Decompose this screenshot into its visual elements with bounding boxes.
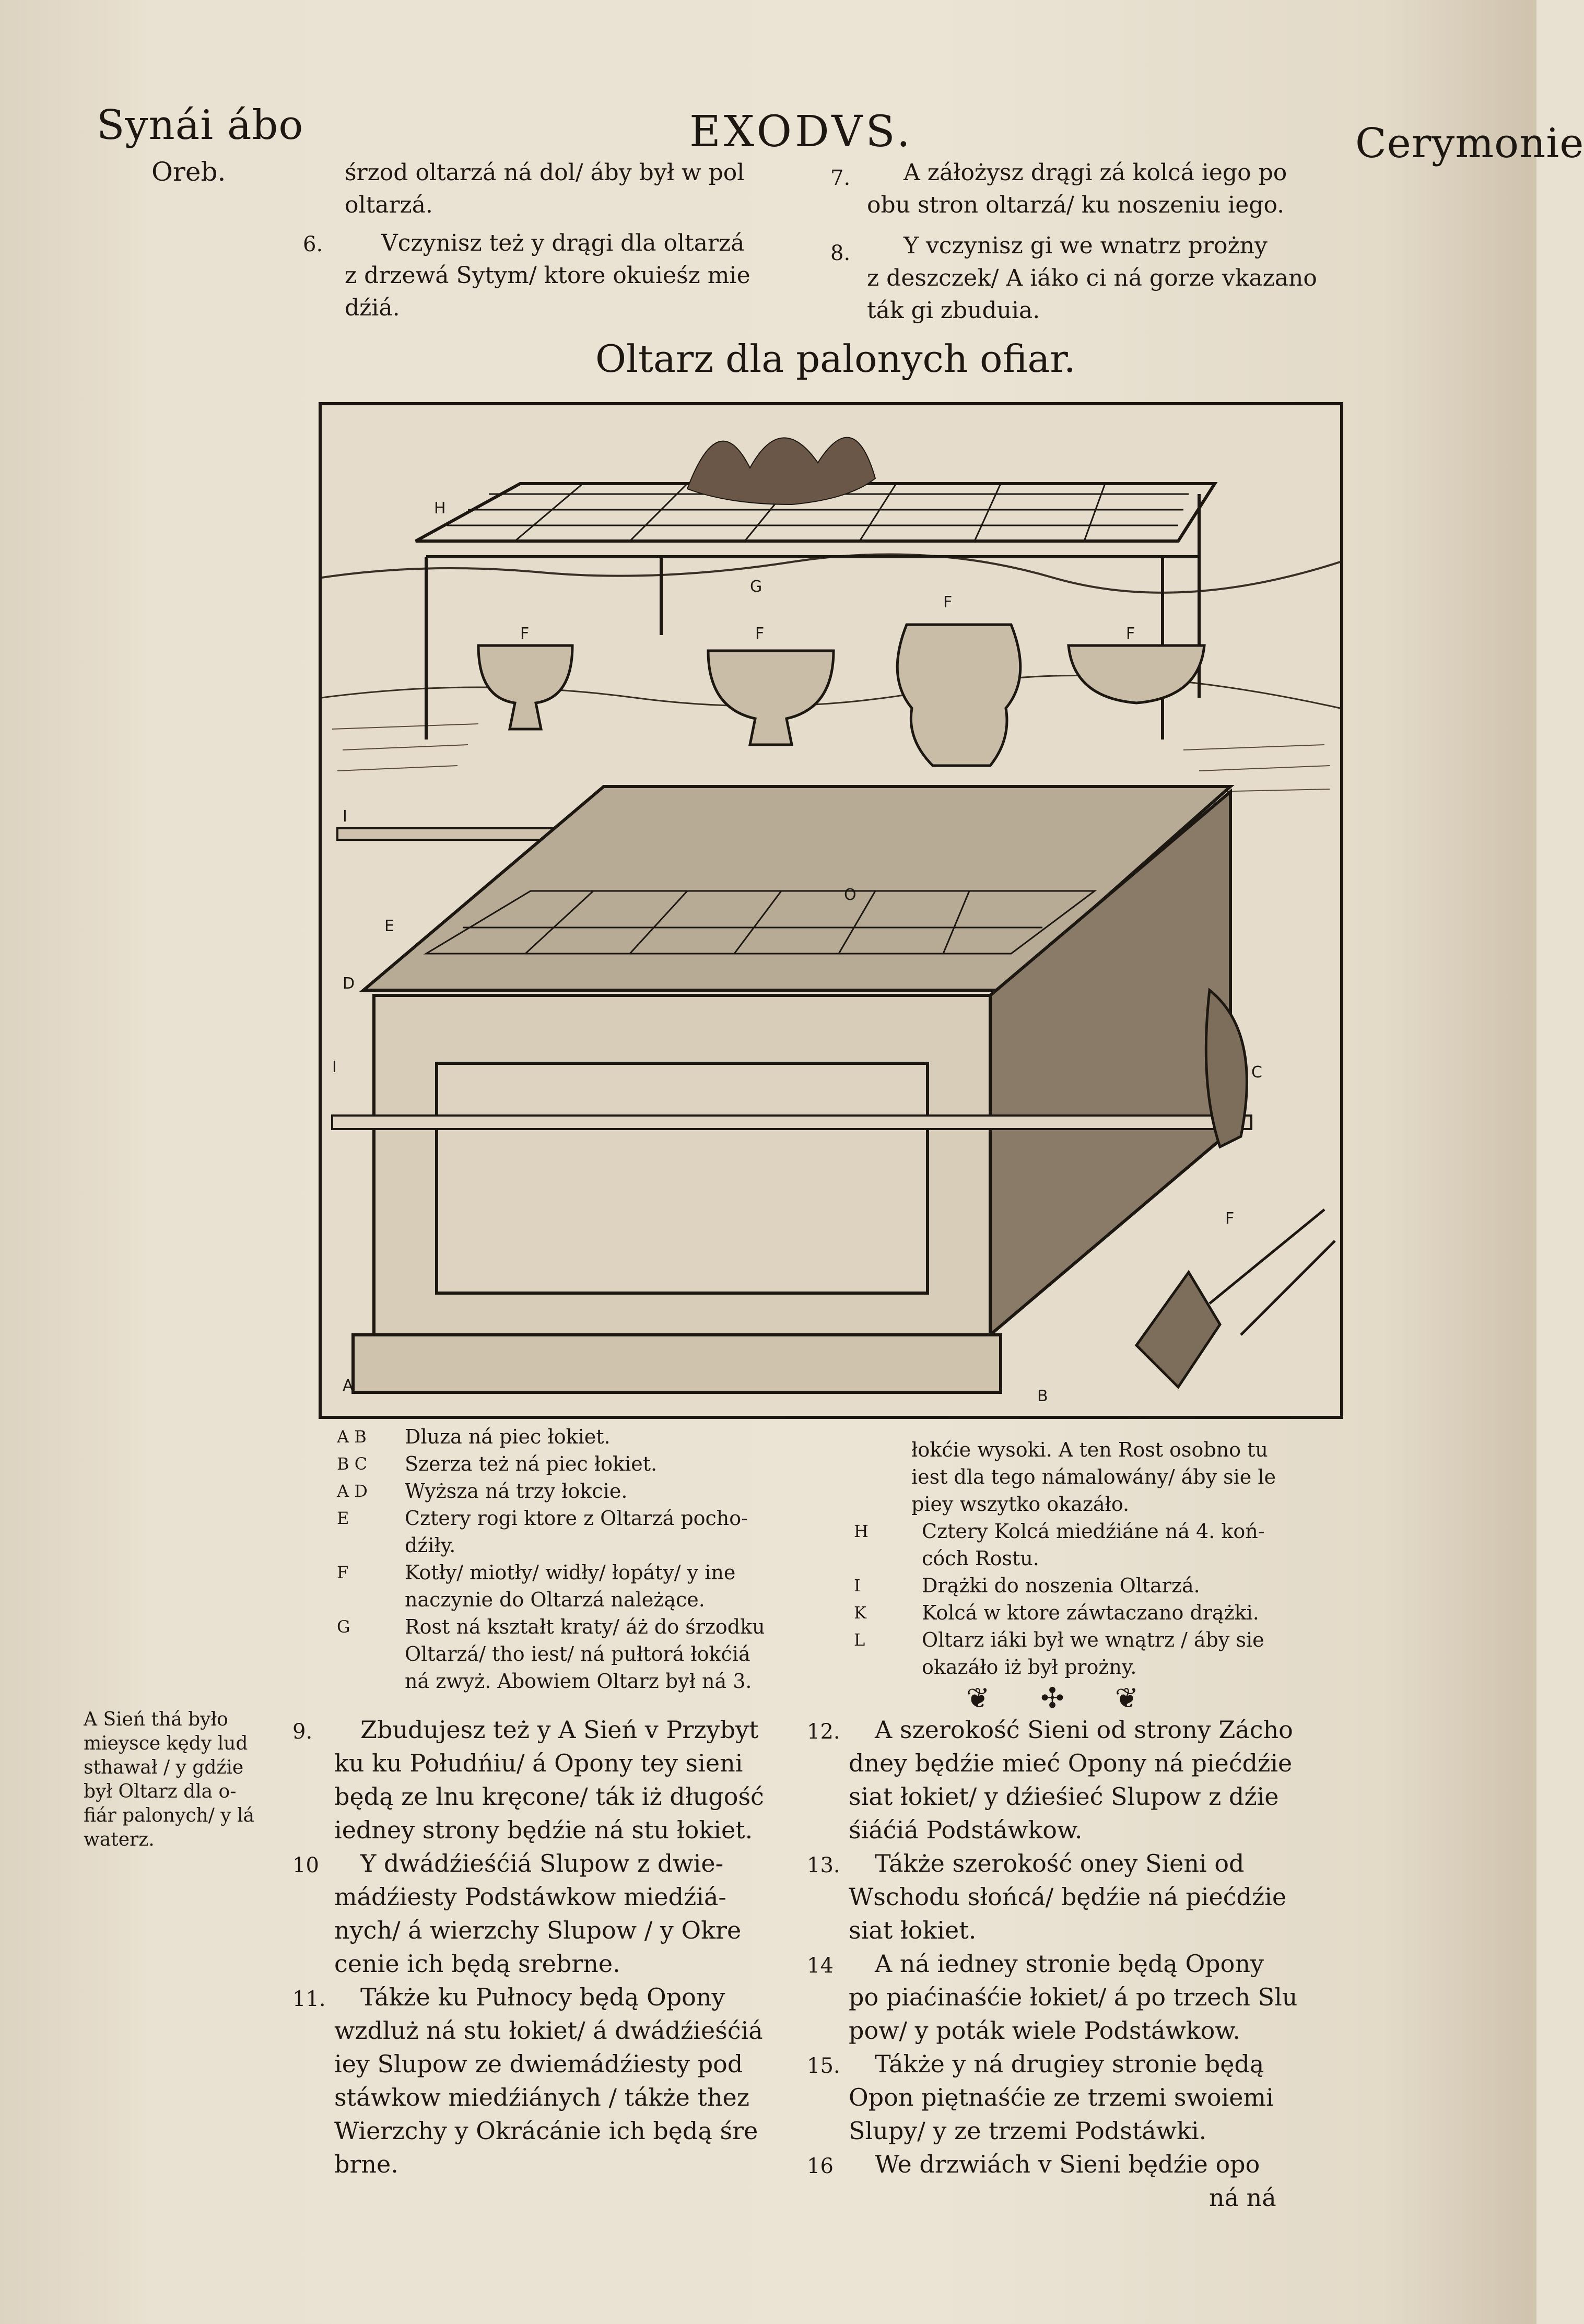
text-line: cenie ich będą srebrne. <box>334 1950 620 1978</box>
running-head-left: Synái ábo <box>97 102 304 149</box>
text-line: A záłożysz drągi zá kolcá iego po <box>904 159 1287 186</box>
legend-line: Cztery Kolcá miedźiáne ná 4. koń- <box>922 1520 1265 1543</box>
text-line: Wschodu słońcá/ będźie ná piećdźie <box>849 1883 1287 1911</box>
text-line: ták gi zbuduia. <box>867 297 1040 324</box>
figure-label: I <box>332 1058 337 1076</box>
text-line: siat łokiet/ y dźieśieć Slupow z dźie <box>849 1782 1279 1811</box>
legend-entry <box>337 1559 807 1613</box>
figure-label: O <box>844 886 856 904</box>
verse-15 <box>807 2047 1319 2147</box>
text-line: A szerokość Sieni od strony Zácho <box>875 1716 1293 1744</box>
caption-legend-right <box>854 1436 1340 1681</box>
legend-key: H <box>854 1521 869 1541</box>
text-line: wzdluż ná stu łokiet/ á dwádźieśćiá <box>334 2016 763 2045</box>
legend-entry <box>337 1505 807 1559</box>
legend-entry <box>854 1518 1340 1572</box>
legend-key: E <box>337 1508 349 1528</box>
text-line: We drzwiách v Sieni będźie opo <box>875 2150 1260 2178</box>
text-line: Tákże y ná drugiey stronie będą <box>875 2050 1264 2078</box>
legend-entry <box>854 1572 1340 1599</box>
text-line: śiáćiá Podstáwkow. <box>849 1816 1083 1844</box>
figure-label: D <box>343 975 355 993</box>
verse-number: 12. <box>807 1720 840 1744</box>
text-line: Zbudujesz też y A Sień v Przybyt <box>360 1716 759 1744</box>
figure-label: E <box>384 917 394 935</box>
verse-16 <box>807 2147 1319 2214</box>
verse-10 <box>292 1847 809 1980</box>
legend-key: B C <box>337 1454 368 1474</box>
running-head-center: EXODVS. <box>689 107 913 157</box>
text-line: A ná iedney stronie będą Opony <box>875 1950 1264 1978</box>
text-line: ku ku Połudńiu/ á Opony tey sieni <box>334 1749 743 1777</box>
verse-number: 9. <box>292 1720 313 1744</box>
text-line: Y dwádźieśćiá Slupow z dwie- <box>360 1849 724 1877</box>
column-left <box>292 1713 809 2181</box>
legend-line: ná zwyż. Abowiem Oltarz był ná 3. <box>405 1670 752 1693</box>
legend-line: cóch Rostu. <box>922 1547 1039 1570</box>
figure-label: B <box>1037 1387 1048 1405</box>
verse-6 <box>345 227 830 324</box>
legend-text <box>405 1505 748 1559</box>
text-line: stáwkow miedźiánych / tákże thez <box>334 2083 750 2111</box>
text-line: pow/ y poták wiele Podstáwkow. <box>849 2016 1240 2045</box>
verse-number: 7. <box>830 166 851 190</box>
margin-line: był Oltarz dla o- <box>84 1781 237 1802</box>
legend-text <box>405 1613 765 1695</box>
legend-line: Cztery rogi ktore z Oltarzá pocho- <box>405 1507 748 1530</box>
text-line: nych/ á wierzchy Slupow / y Okre <box>334 1916 742 1944</box>
margin-line: A Sień thá było <box>84 1709 228 1730</box>
legend-text: Drążki do noszenia Oltarzá. <box>922 1574 1200 1597</box>
margin-line: sthawał / y gdźie <box>84 1757 244 1778</box>
text-line: dney będźie mieć Opony ná piećdźie <box>849 1749 1293 1777</box>
legend-entry <box>337 1450 807 1477</box>
legend-line: naczynie do Oltarzá należące. <box>405 1588 705 1611</box>
legend-key: I <box>854 1576 861 1595</box>
text-line: siat łokiet. <box>849 1916 977 1944</box>
text-line: Tákże ku Pułnocy będą Opony <box>360 1983 725 2011</box>
text-line: ná ná <box>1209 2184 1276 2212</box>
figure-label: G <box>750 578 762 596</box>
text-line: iedney strony będźie ná stu łokiet. <box>334 1816 753 1844</box>
text-line: mádźiesty Podstáwkow miedźiá- <box>334 1883 726 1911</box>
legend-key: A B <box>337 1427 367 1447</box>
legend-text: Wyższa ná trzy łokcie. <box>405 1480 628 1503</box>
legend-text <box>922 1626 1264 1681</box>
verse-8 <box>867 230 1353 327</box>
figure-label: C <box>1251 1063 1262 1082</box>
running-head-left-sub: Oreb. <box>151 157 226 187</box>
caption-legend-left <box>337 1423 807 1695</box>
verse-number: 11. <box>292 1987 326 2011</box>
legend-entry <box>337 1477 807 1505</box>
legend-line: dźiły. <box>405 1534 456 1557</box>
verse-11 <box>292 1980 809 2181</box>
text-line: oltarzá. <box>345 192 433 218</box>
fleuron-ornament: ❦ ✣ ❦ <box>966 1682 1160 1715</box>
verse-number: 13. <box>807 1853 840 1877</box>
verse-14 <box>807 1947 1319 2047</box>
legend-line: Oltarz iáki był we wnątrz / áby sie <box>922 1628 1264 1651</box>
top-text-left <box>345 157 830 221</box>
margin-line: fiár palonych/ y lá <box>84 1805 255 1826</box>
figure-label: A <box>343 1377 354 1395</box>
figure-label: H <box>434 499 446 518</box>
text-line: z deszczek/ A iáko ci ná gorze vkazano <box>867 265 1317 291</box>
text-line: śrzod oltarzá ná dol/ áby był w pol <box>345 159 745 186</box>
text-line: dźiá. <box>345 295 400 321</box>
legend-line: piey wszytko okazáło. <box>911 1493 1130 1516</box>
legend-text <box>405 1559 735 1613</box>
legend-key: A D <box>337 1481 368 1501</box>
legend-entry <box>337 1423 807 1450</box>
verse-7 <box>867 157 1353 221</box>
text-line: Opon piętnaśćie ze trzemi swoiemi <box>849 2083 1274 2111</box>
figure-label: F <box>1126 625 1135 643</box>
verse-number: 10 <box>292 1853 319 1877</box>
legend-entry <box>854 1599 1340 1626</box>
verse-number: 14 <box>807 1954 834 1978</box>
verse-number: 15. <box>807 2054 840 2078</box>
legend-line: iest dla tego námalowány/ áby sie le <box>911 1465 1276 1488</box>
figure-label: F <box>1225 1210 1235 1228</box>
legend-entry <box>337 1613 807 1695</box>
altar-illustration <box>322 405 1340 1416</box>
margin-line: mieysce kędy lud <box>84 1733 248 1754</box>
legend-line: łokćie wysoki. A ten Rost osobno tu <box>911 1438 1268 1461</box>
verse-13 <box>807 1847 1319 1947</box>
text-line: po piaćinaśćie łokiet/ á po trzech Slu <box>849 1983 1298 2011</box>
legend-key: L <box>854 1630 865 1650</box>
margin-line: waterz. <box>84 1829 155 1850</box>
legend-line: okazáło iż był prożny. <box>922 1656 1137 1679</box>
text-line: z drzewá Sytym/ ktore okuieśz mie <box>345 262 750 289</box>
legend-line: Kotły/ miotły/ widły/ łopáty/ y ine <box>405 1561 736 1584</box>
legend-text: Kolcá w ktore záwtaczano drążki. <box>922 1601 1259 1624</box>
verse-9 <box>292 1713 809 1847</box>
text-line: iey Slupow ze dwiemádźiesty pod <box>334 2050 743 2078</box>
text-line: brne. <box>334 2150 398 2178</box>
margin-note <box>84 1708 303 1852</box>
text-line: Y vczynisz gi we wnatrz prożny <box>904 232 1268 259</box>
legend-text <box>922 1518 1265 1572</box>
running-head-right: Cerymonie <box>1355 120 1584 167</box>
figure-label: I <box>343 807 347 826</box>
verse-number: 8. <box>830 241 851 265</box>
figure-label: F <box>943 593 953 612</box>
legend-text: Szerza też ná piec łokiet. <box>405 1452 658 1475</box>
legend-key: K <box>854 1603 866 1623</box>
verse-number: 6. <box>303 232 323 256</box>
legend-key: F <box>337 1563 349 1582</box>
text-line: Vczynisz też y drągi dla oltarzá <box>381 230 745 256</box>
legend-text: Dluza ná piec łokiet. <box>405 1425 611 1448</box>
figure-title: Oltarz dla palonych ofiar. <box>595 337 1076 381</box>
legend-entry <box>854 1626 1340 1681</box>
figure-label: F <box>755 625 765 643</box>
altar-woodcut <box>319 402 1343 1419</box>
text-line: Wierzchy y Okrácánie ich będą śre <box>334 2117 758 2145</box>
text-line: Slupy/ y ze trzemi Podstáwki. <box>849 2117 1207 2145</box>
legend-key: G <box>337 1617 350 1637</box>
text-line: Tákże szerokość oney Sieni od <box>875 1849 1245 1877</box>
legend-line: Oltarzá/ tho iest/ ná pułtorá łokćiá <box>405 1642 750 1665</box>
text-line: będą ze lnu kręcone/ ták iż długość <box>334 1782 764 1811</box>
verse-12 <box>807 1713 1319 1847</box>
column-right <box>807 1713 1319 2214</box>
verse-number: 16 <box>807 2154 834 2178</box>
legend-line: Rost ná kształt kraty/ áż do śrzodku <box>405 1615 765 1638</box>
text-line: obu stron oltarzá/ ku noszeniu iego. <box>867 192 1285 218</box>
figure-label: F <box>520 625 530 643</box>
